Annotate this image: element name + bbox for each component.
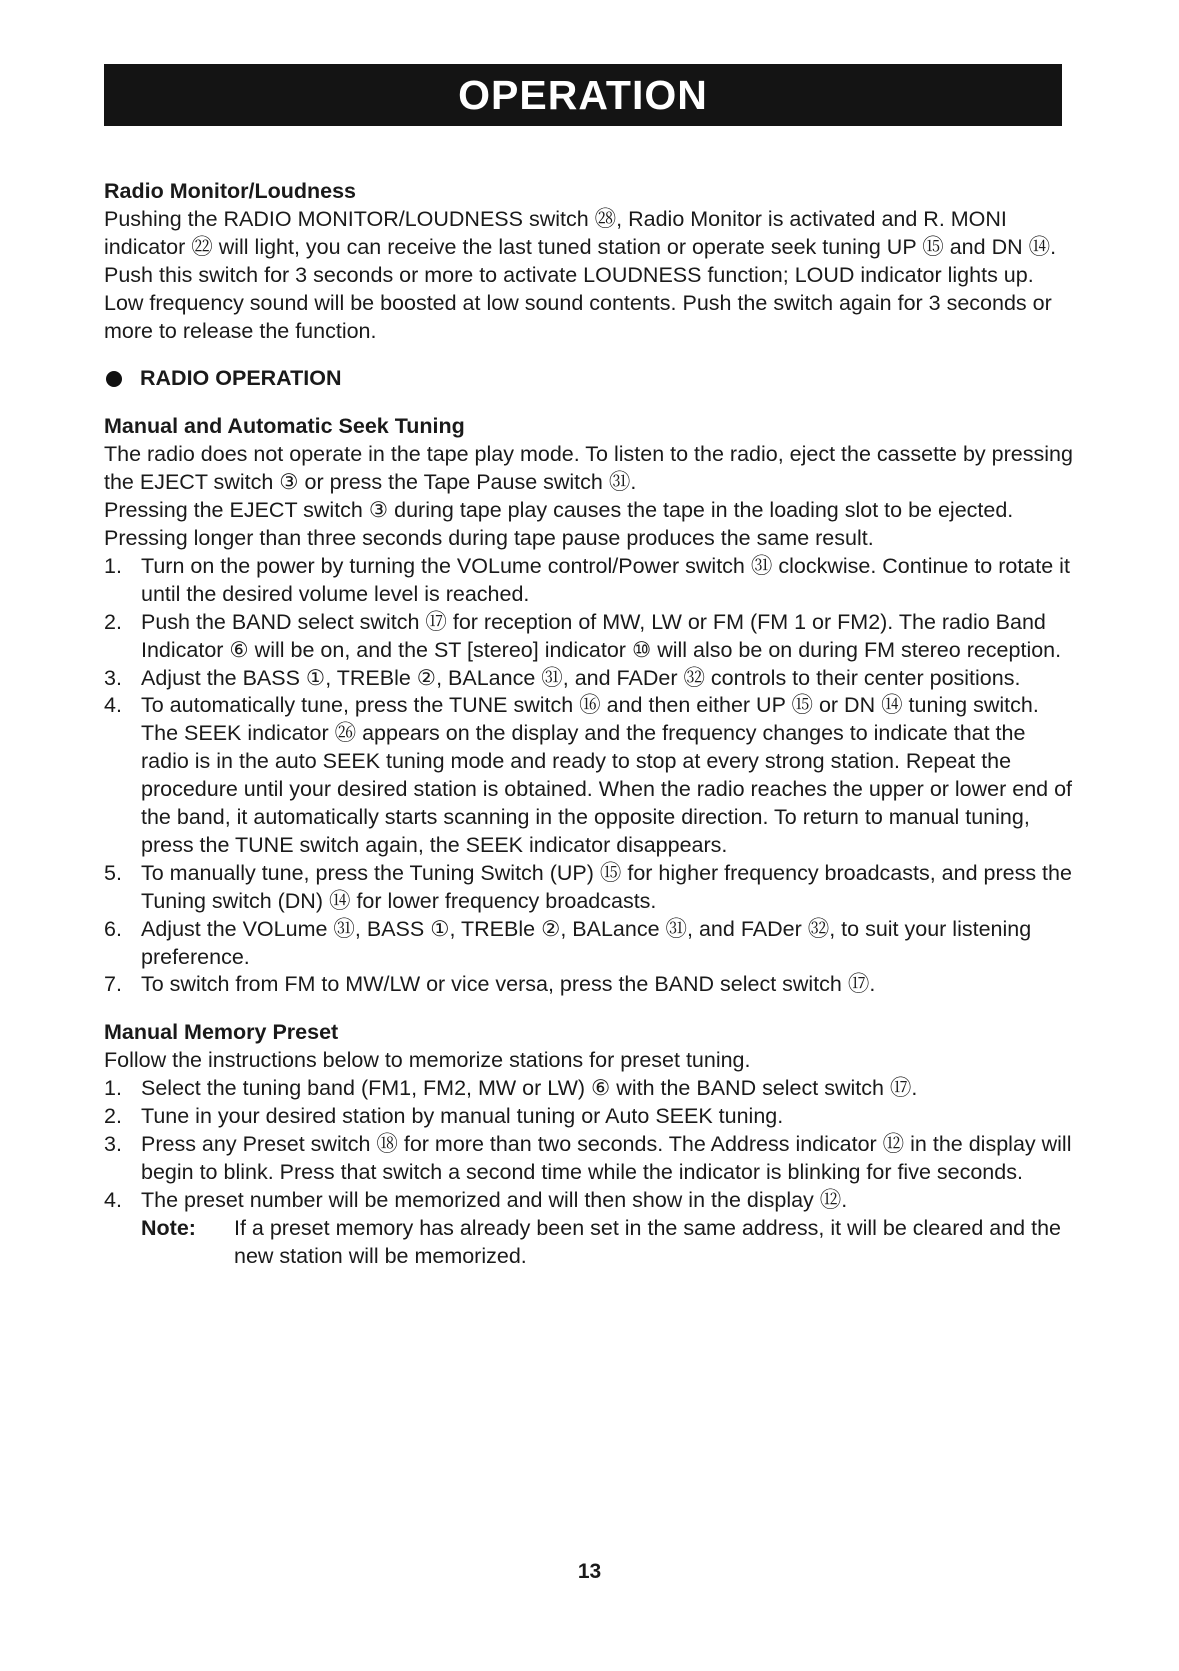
page-content [104, 178, 1074, 1271]
radio-monitor-heading: Radio Monitor/Loudness [104, 179, 357, 203]
memory-preset-heading: Manual Memory Preset [104, 1020, 339, 1045]
seek-tuning-steps [104, 553, 1074, 1000]
list-item: 7. To switch from FM to MW/LW or vice versa, press the BAND select switch ⑰. [104, 972, 876, 997]
radio-operation-heading [104, 365, 1074, 393]
list-item: 3. Press any Preset switch ⑱ for more than two seconds. The Address indicator ⑫ in the display will begin to blink. Press that switch a second time while the indicator is blinking for five seconds. [104, 1132, 1072, 1184]
bullet-icon [106, 371, 122, 387]
page-number: 13 [577, 1560, 602, 1583]
list-item: 2. Tune in your desired station by manual tuning or Auto SEEK tuning. [104, 1104, 784, 1129]
list-item: 2. Push the BAND select switch ⑰ for reception of MW, LW or FM (FM 1 or FM2). The radio Band Indicator ⑥ will be on, and the ST [stereo] indicator ⑩ will also be on during FM stereo reception. [104, 609, 1062, 662]
radio-monitor-paragraph: Pushing the RADIO MONITOR/LOUDNESS switch ㉘, Radio Monitor is activated and R. MONI indicator ㉒ will light, you can receive the last tuned station or operate seek tuning UP ⑮ and DN ⑭. Push this switch for 3 seconds or more to activate LOUDNESS function; LOUD indicator lights up. Low frequency sound will be boosted at low sound contents. Push the switch again for 3 seconds or more to release the function. [104, 206, 1057, 343]
memory-preset-intro: Follow the instructions below to memorize stations for preset tuning. [104, 1048, 751, 1073]
seek-tuning-heading: Manual and Automatic Seek Tuning [104, 414, 465, 439]
list-item: 1. Turn on the power by turning the VOLume control/Power switch ㉛ clockwise. Continue to rotate it until the desired volume level is reached. [104, 553, 1070, 606]
header-banner [104, 64, 1062, 126]
note [141, 1215, 1074, 1271]
seek-tuning-intro-1: The radio does not operate in the tape play mode. To listen to the radio, eject the cassette by pressing the EJECT switch ③ or press the Tape Pause switch ㉛. [104, 442, 1073, 495]
list-item: 4. To automatically tune, press the TUNE switch ⑯ and then either UP ⑮ or DN ⑭ tuning switch. The SEEK indicator ㉖ appears on the display and the frequency changes to indicate that the radio is in the auto SEEK tuning mode and ready to stop at every strong station. Repeat the procedure until your desired station is obtained. When the radio reaches the upper or lower end of the band, it automatically starts scanning in the opposite direction. To return to manual tuning, press the TUNE switch again, the SEEK indicator disappears. [104, 693, 1073, 857]
radio-operation-title: RADIO OPERATION [140, 366, 342, 391]
list-item: 5. To manually tune, press the Tuning Switch (UP) ⑮ for higher frequency broadcasts, and press the Tuning switch (DN) ⑭ for lower frequency broadcasts. [104, 860, 1072, 913]
list-item: 6. Adjust the VOLume ㉛, BASS ①, TREBle ②, BALance ㉛, and FADer ㉜, to suit your listening preference. [104, 916, 1032, 969]
list-item: 3. Adjust the BASS ①, TREBle ②, BALance ㉛, and FADer ㉜ controls to their center positions. [104, 665, 1021, 690]
seek-tuning-intro-2: Pressing the EJECT switch ③ during tape play causes the tape in the loading slot to be ejected. Pressing longer than three seconds during tape pause produces the same result. [104, 498, 1014, 550]
memory-preset-steps [104, 1075, 1074, 1270]
note-label: Note: [141, 1215, 196, 1240]
list-item: 1. Select the tuning band (FM1, FM2, MW or LW) ⑥ with the BAND select switch ⑰. [104, 1076, 918, 1101]
list-item: 4. The preset number will be memorized and will then show in the display ⑫. Note: If a preset memory has already been set in the same address, it will be cleared and the new station will be memorized. [104, 1187, 1074, 1271]
note-text: If a preset memory has already been set in the same address, it will be cleared and the new station will be memorized. [234, 1215, 1061, 1268]
page-title: OPERATION [458, 71, 708, 118]
